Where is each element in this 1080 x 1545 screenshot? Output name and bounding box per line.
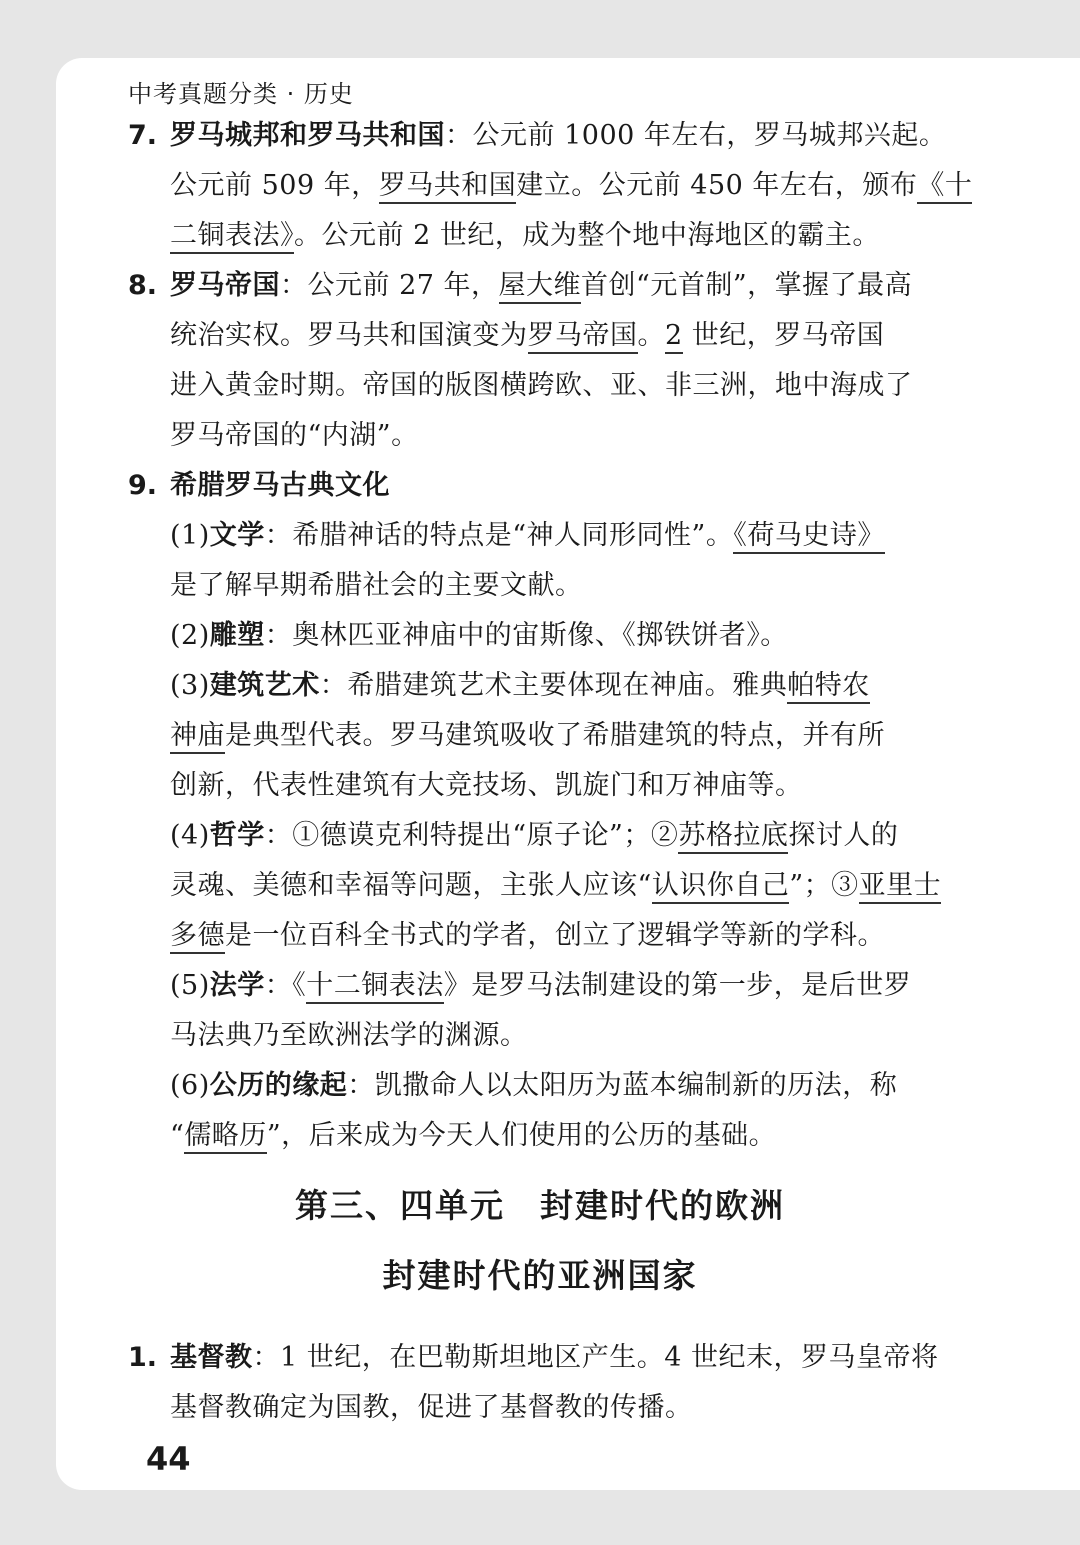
text-line: “儒略历”，后来成为今天人们使用的公历的基础。: [170, 1116, 776, 1156]
item-title: 罗马帝国: [170, 270, 280, 301]
text-line: 马法典乃至欧洲法学的渊源。: [170, 1020, 528, 1051]
key-term: 屋大维: [499, 270, 582, 304]
text-line: (4)哲学：①德谟克利特提出“原子论”；②苏格拉底探讨人的: [170, 816, 898, 856]
sub-heading: 公历的缘起: [209, 1070, 348, 1101]
sub-heading: 雕塑: [209, 620, 265, 651]
text-line: 统治实权。罗马共和国演变为罗马帝国。2 世纪，罗马帝国: [170, 316, 884, 356]
text-line: 罗马帝国的“内湖”。: [170, 420, 419, 451]
text-line: 基督教：1 世纪，在巴勒斯坦地区产生。4 世纪末，罗马皇帝将: [170, 1342, 939, 1373]
item-number: 9.: [128, 470, 158, 501]
item-number: 1.: [128, 1342, 158, 1373]
text-line: 灵魂、美德和幸福等问题，主张人应该“认识你自己”；③亚里士: [170, 866, 941, 906]
text-line: (3)建筑艺术：希腊建筑艺术主要体现在神庙。雅典帕特农: [170, 666, 870, 706]
key-term: 多德: [170, 920, 225, 954]
key-term: 帕特农: [787, 670, 870, 704]
text-line: 创新，代表性建筑有大竞技场、凯旋门和万神庙等。: [170, 770, 803, 801]
text-line: (1)文学：希腊神话的特点是“神人同形同性”。《荷马史诗》: [170, 516, 885, 556]
sub-heading: 建筑艺术: [209, 670, 320, 701]
page-number: 44: [146, 1440, 191, 1478]
key-term: 神庙: [170, 720, 225, 754]
chapter-title: 第三、四单元 封建时代的欧洲: [295, 1186, 785, 1225]
text-line: (5)法学：《十二铜表法》是罗马法制建设的第一步，是后世罗: [170, 966, 911, 1006]
sub-heading: 文学: [209, 520, 265, 551]
key-term: 2: [665, 320, 683, 354]
sub-heading: 哲学: [209, 820, 265, 851]
text-line: 进入黄金时期。帝国的版图横跨欧、亚、非三洲，地中海成了: [170, 370, 913, 401]
running-head: 中考真题分类 · 历史: [128, 80, 354, 108]
text-line: 神庙是典型代表。罗马建筑吸收了希腊建筑的特点，并有所: [170, 716, 885, 756]
key-term: 二铜表法》: [170, 220, 294, 254]
key-term: 亚里士: [859, 870, 942, 904]
key-term: 罗马共和国: [379, 170, 517, 204]
key-term: 《十: [917, 170, 972, 204]
item-number: 8.: [128, 270, 158, 301]
chapter-subtitle: 封建时代的亚洲国家: [382, 1256, 698, 1295]
key-term: 认识你自己: [652, 870, 790, 904]
item-title: 罗马城邦和罗马共和国: [170, 120, 445, 151]
key-term: 《荷马史诗》: [733, 520, 885, 554]
key-term: 儒略历: [184, 1120, 267, 1154]
text-line: 基督教确定为国教，促进了基督教的传播。: [170, 1392, 693, 1423]
key-term: 罗马帝国: [528, 320, 638, 354]
text-line: 二铜表法》。公元前 2 世纪，成为整个地中海地区的霸主。: [170, 216, 880, 256]
text-line: 多德是一位百科全书式的学者，创立了逻辑学等新的学科。: [170, 916, 885, 956]
text-line: (6)公历的缘起：凯撒命人以太阳历为蓝本编制新的历法，称: [170, 1070, 898, 1101]
item-number: 7.: [128, 120, 158, 151]
item-title: 基督教: [170, 1342, 253, 1373]
sub-heading: 法学: [209, 970, 265, 1001]
text-line: 罗马帝国：公元前 27 年，屋大维首创“元首制”，掌握了最高: [170, 266, 912, 306]
key-term: 苏格拉底: [678, 820, 788, 854]
text-line: 是了解早期希腊社会的主要文献。: [170, 570, 583, 601]
text-line: 罗马城邦和罗马共和国：公元前 1000 年左右，罗马城邦兴起。: [170, 120, 947, 151]
key-term: 十二铜表法: [306, 970, 444, 1004]
text-line: 公元前 509 年，罗马共和国建立。公元前 450 年左右，颁布《十: [170, 166, 972, 206]
item-title: 希腊罗马古典文化: [170, 470, 390, 501]
text-line: (2)雕塑：奥林匹亚神庙中的宙斯像、《掷铁饼者》。: [170, 620, 788, 651]
